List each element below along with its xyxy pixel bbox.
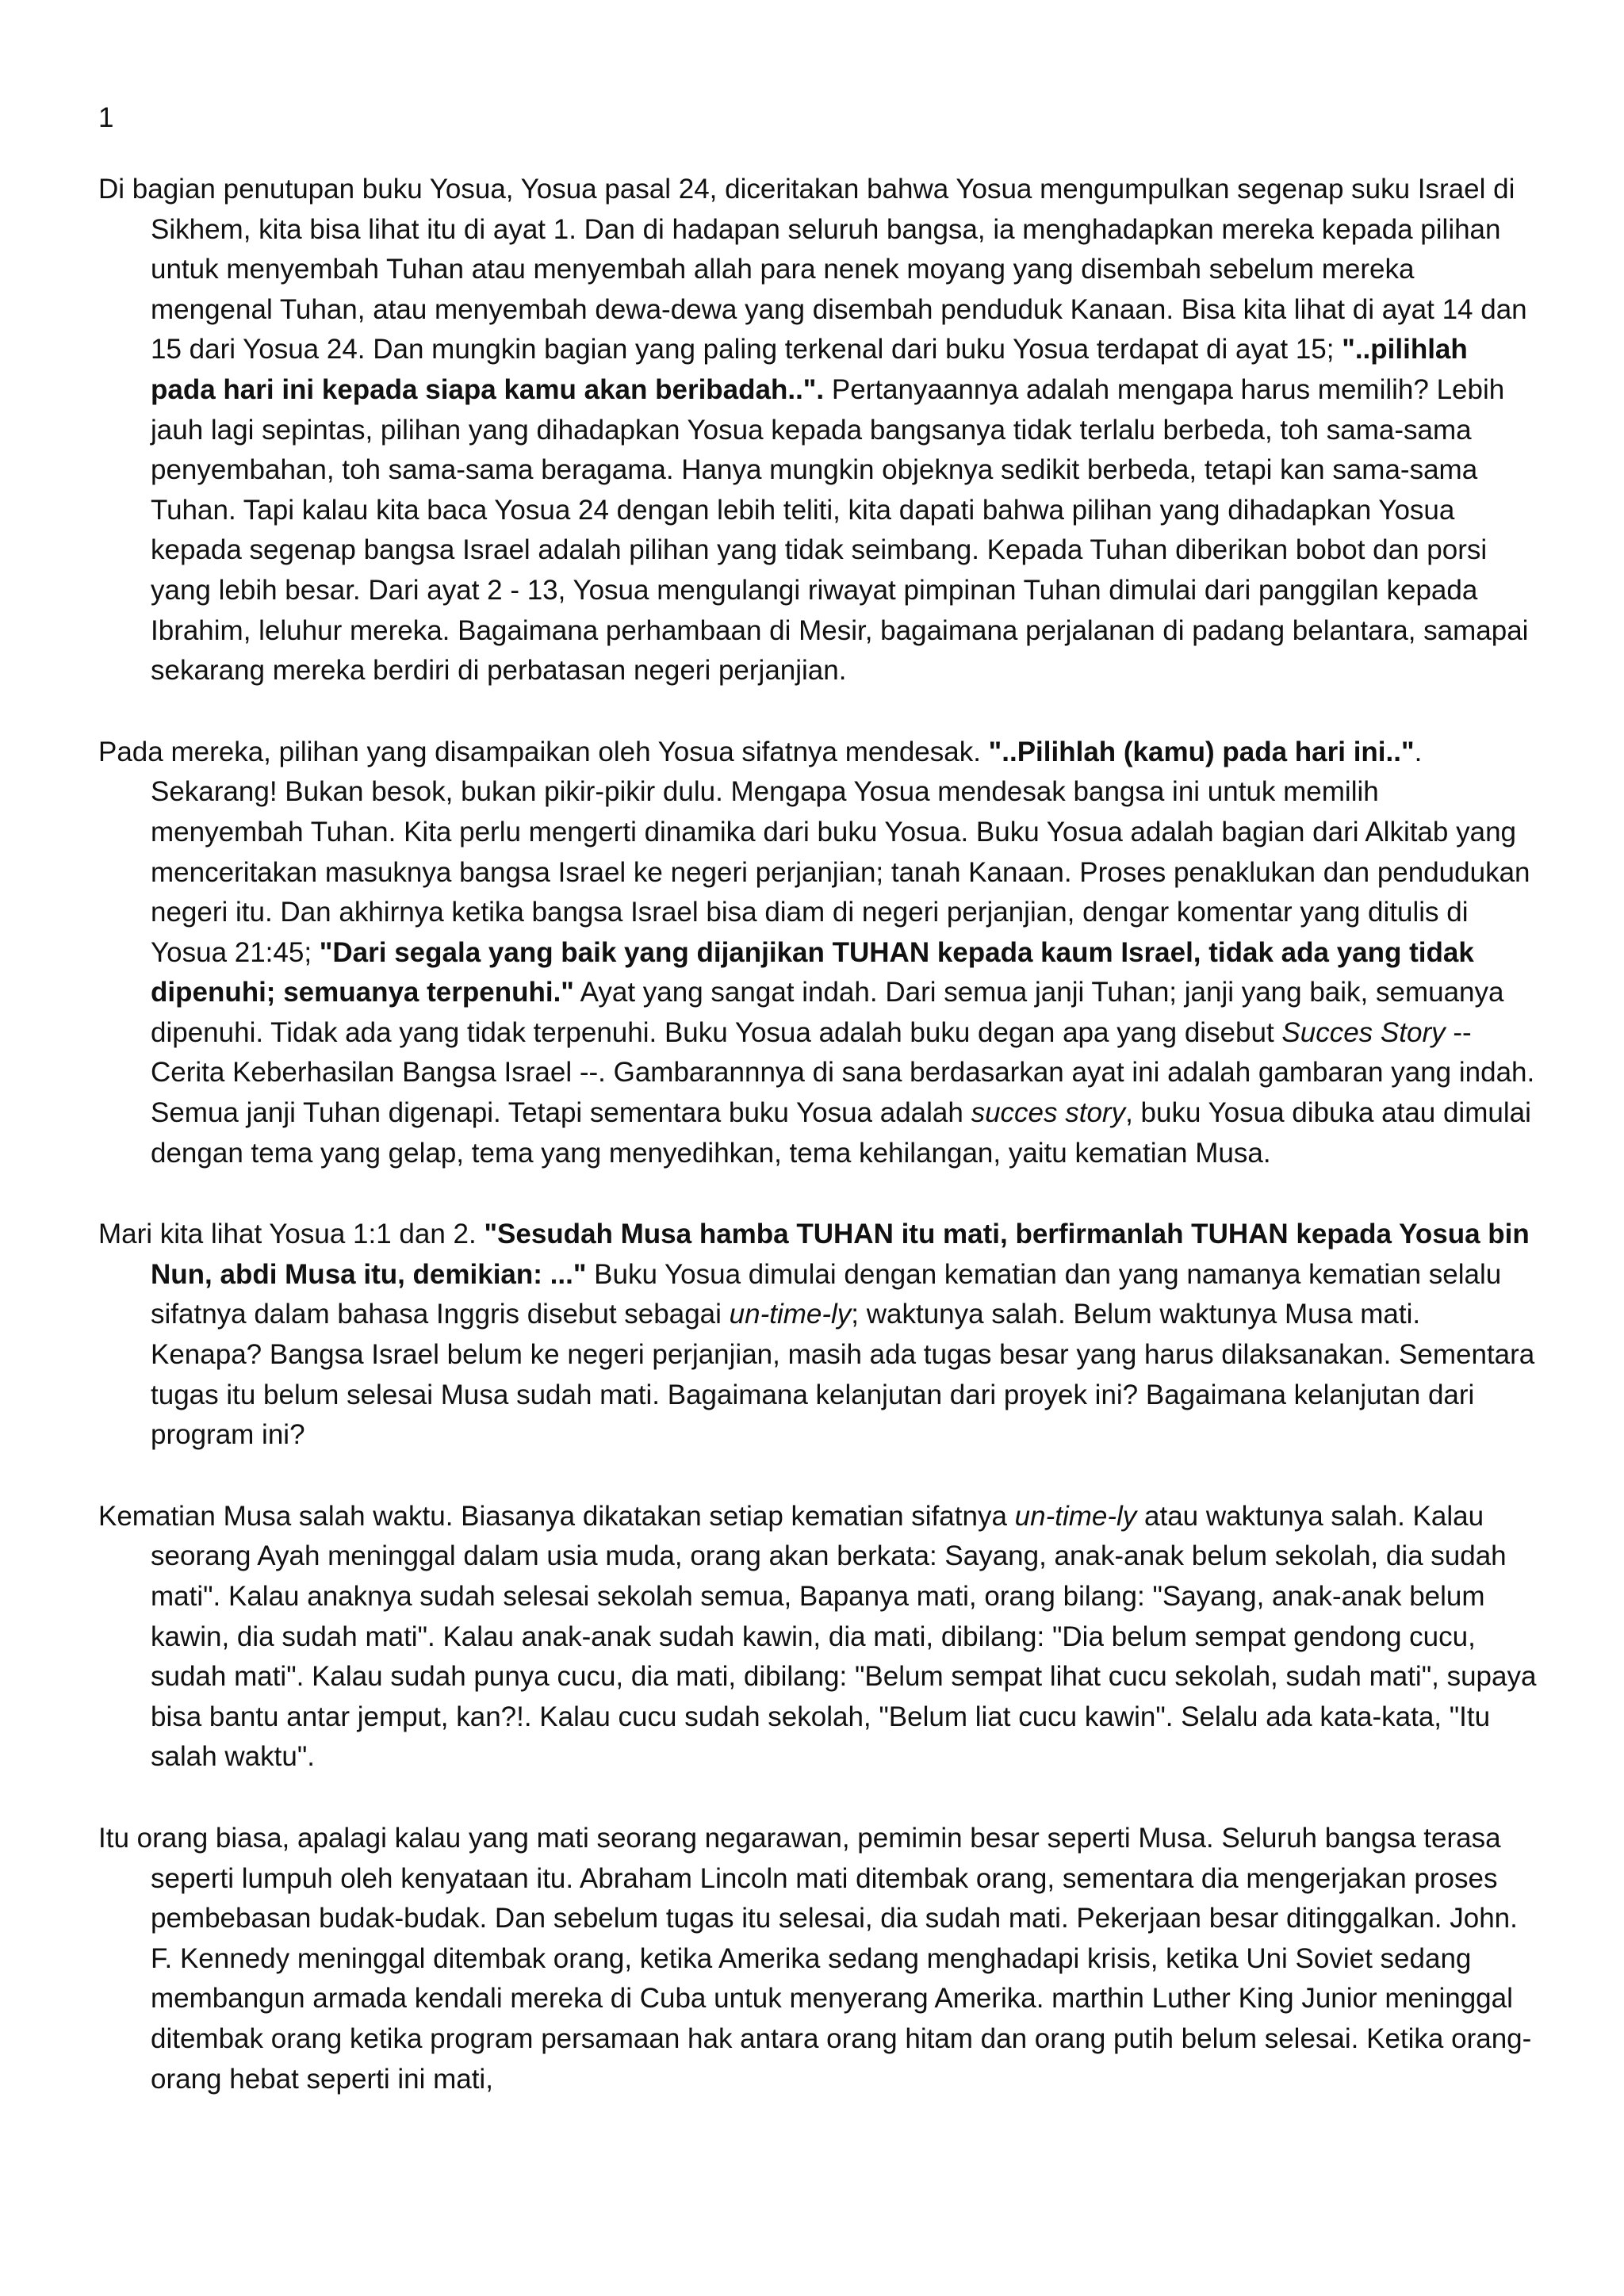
italic-term: Succes Story [1281,1016,1446,1048]
paragraph [98,170,1538,691]
paragraph [98,733,1538,1174]
italic-term: un-time-ly [1014,1500,1137,1532]
text-run: Kematian Musa salah waktu. Biasanya dikatakan setiap kematian sifatnya [98,1500,1015,1532]
bold-quote: "Sesudah Musa hamba TUHAN itu mati, berfirmanlah TUHAN kepada Yosua bin Nun, abdi Musa itu, demikian: ..." [151,1219,1530,1290]
text-run: Buku Yosua dimulai dengan kematian dan yang namanya kematian selalu sifatnya dalam bahasa Inggris disebut sebagai [151,1258,1502,1330]
italic-term: un-time-ly [729,1299,852,1330]
bold-quote: "..pilihlah pada hari ini kepada siapa kamu akan beribadah..". [151,334,1468,405]
text-run: -- Cerita Keberhasilan Bangsa Israel --. Gambarannnya di sana berdasarkan ayat ini adalah gambaran yang indah. Semua janji Tuhan digenapi. Tetapi sementara buku Yosua adalah [151,1016,1535,1129]
paragraph [98,1215,1538,1456]
text-run: atau waktunya salah. Kalau seorang Ayah meninggal dalam usia muda, orang akan berkata: Sayang, anak-anak belum sekolah, dia sudah mati". Kalau anaknya sudah selesai sekolah semua, Bapanya mati, orang bilang: "Sayang, anak-anak belum kawin, dia sudah mati". Kalau anak-anak sudah kawin, dia mati, dibilang: "Dia belum sempat gendong cucu, sudah mati". Kalau sudah punya cucu, dia mati, dibilang: "Belum sempat lihat cucu sekolah, sudah mati", supaya bisa bantu antar jemput, kan?!. Kalau cucu sudah sekolah, "Belum liat cucu kawin". Selalu ada kata-kata, "Itu salah waktu". [151,1500,1537,1773]
text-run: Mari kita lihat Yosua 1:1 dan 2. [98,1219,485,1250]
body-text [98,170,1538,2099]
italic-term: succes story [971,1097,1126,1129]
text-run: ; waktunya salah. Belum waktunya Musa mati. Kenapa? Bangsa Israel belum ke negeri perjanjian, masih ada tugas besar yang harus dilaksanakan. Sementara tugas itu belum selesai Musa sudah mati. Bagaimana kelanjutan dari proyek ini? Bagaimana kelanjutan dari program ini? [151,1299,1535,1451]
bold-quote: "Dari segala yang baik yang dijanjikan TUHAN kepada kaum Israel, tidak ada yang tidak dipenuhi; semuanya terpenuhi." [151,936,1474,1008]
text-run: Pertanyaannya adalah mengapa harus memilih? Lebih jauh lagi sepintas, pilihan yang dihadapkan Yosua kepada bangsanya tidak terlalu berbeda, toh sama-sama penyembahan, toh sama-sama beragama. Hanya mungkin objeknya sedikit berbeda, tetapi kan sama-sama Tuhan. Tapi kalau kita baca Yosua 24 dengan lebih teliti, kita dapati bahwa pilihan yang dihadapkan Yosua kepada segenap bangsa Israel adalah pilihan yang tidak seimbang. Kepada Tuhan diberikan bobot dan porsi yang lebih besar. Dari ayat 2 - 13, Yosua mengulangi riwayat pimpinan Tuhan dimulai dari panggilan kepada Ibrahim, leluhur mereka. Bagaimana perhambaan di Mesir, bagaimana perjalanan di padang belantara, samapai sekarang mereka berdiri di perbatasan negeri perjanjian. [151,373,1529,687]
text-run: , buku Yosua dibuka atau dimulai dengan tema yang gelap, tema yang menyedihkan, tema kehilangan, yaitu kematian Musa. [151,1097,1531,1169]
text-run: Pada mereka, pilihan yang disampaikan oleh Yosua sifatnya mendesak. [98,736,989,767]
bold-quote: "..Pilihlah (kamu) pada hari ini.." [988,736,1415,767]
page-number: 1 [98,102,114,133]
text-run: Di bagian penutupan buku Yosua, Yosua pasal 24, diceritakan bahwa Yosua mengumpulkan segenap suku Israel di Sikhem, kita bisa lihat itu di ayat 1. Dan di hadapan seluruh bangsa, ia menghadapkan mereka kepada pilihan untuk menyembah Tuhan atau menyembah allah para nenek moyang yang disembah sebelum mereka mengenal Tuhan, atau menyembah dewa-dewa yang disembah penduduk Kanaan. Bisa kita lihat di ayat 14 dan 15 dari Yosua 24. Dan mungkin bagian yang paling terkenal dari buku Yosua terdapat di ayat 15; [98,174,1527,365]
paragraph [98,1497,1538,1777]
text-run: Itu orang biasa, apalagi kalau yang mati seorang negarawan, pemimin besar seperti Musa. Seluruh bangsa terasa seperti lumpuh oleh kenyataan itu. Abraham Lincoln mati ditembak orang, sementara dia mengerjakan proses pembebasan budak-budak. Dan sebelum tugas itu selesai, dia sudah mati. Pekerjaan besar ditinggalkan. John. F. Kennedy meninggal ditembak orang, ketika Amerika sedang menghadapi krisis, ketika Uni Soviet sedang membangun armada kendali mereka di Cuba untuk menyerang Amerika. marthin Luther King Junior meninggal ditembak orang ketika program persamaan hak antara orang hitam dan orang putih belum selesai. Ketika orang-orang hebat seperti ini mati, [98,1822,1532,2095]
text-run: Ayat yang sangat indah. Dari semua janji Tuhan; janji yang baik, semuanya dipenuhi. Tidak ada yang tidak terpenuhi. Buku Yosua adalah buku degan apa yang disebut [151,977,1504,1048]
text-run: . Sekarang! Bukan besok, bukan pikir-pikir dulu. Mengapa Yosua mendesak bangsa ini untuk memilih menyembah Tuhan. Kita perlu mengerti dinamika dari buku Yosua. Buku Yosua adalah bagian dari Alkitab yang menceritakan masuknya bangsa Israel ke negeri perjanjian; tanah Kanaan. Proses penaklukan dan pendudukan negeri itu. Dan akhirnya ketika bangsa Israel bisa diam di negeri perjanjian, dengar komentar yang ditulis di Yosua 21:45; [151,736,1530,968]
paragraph [98,1819,1538,2099]
